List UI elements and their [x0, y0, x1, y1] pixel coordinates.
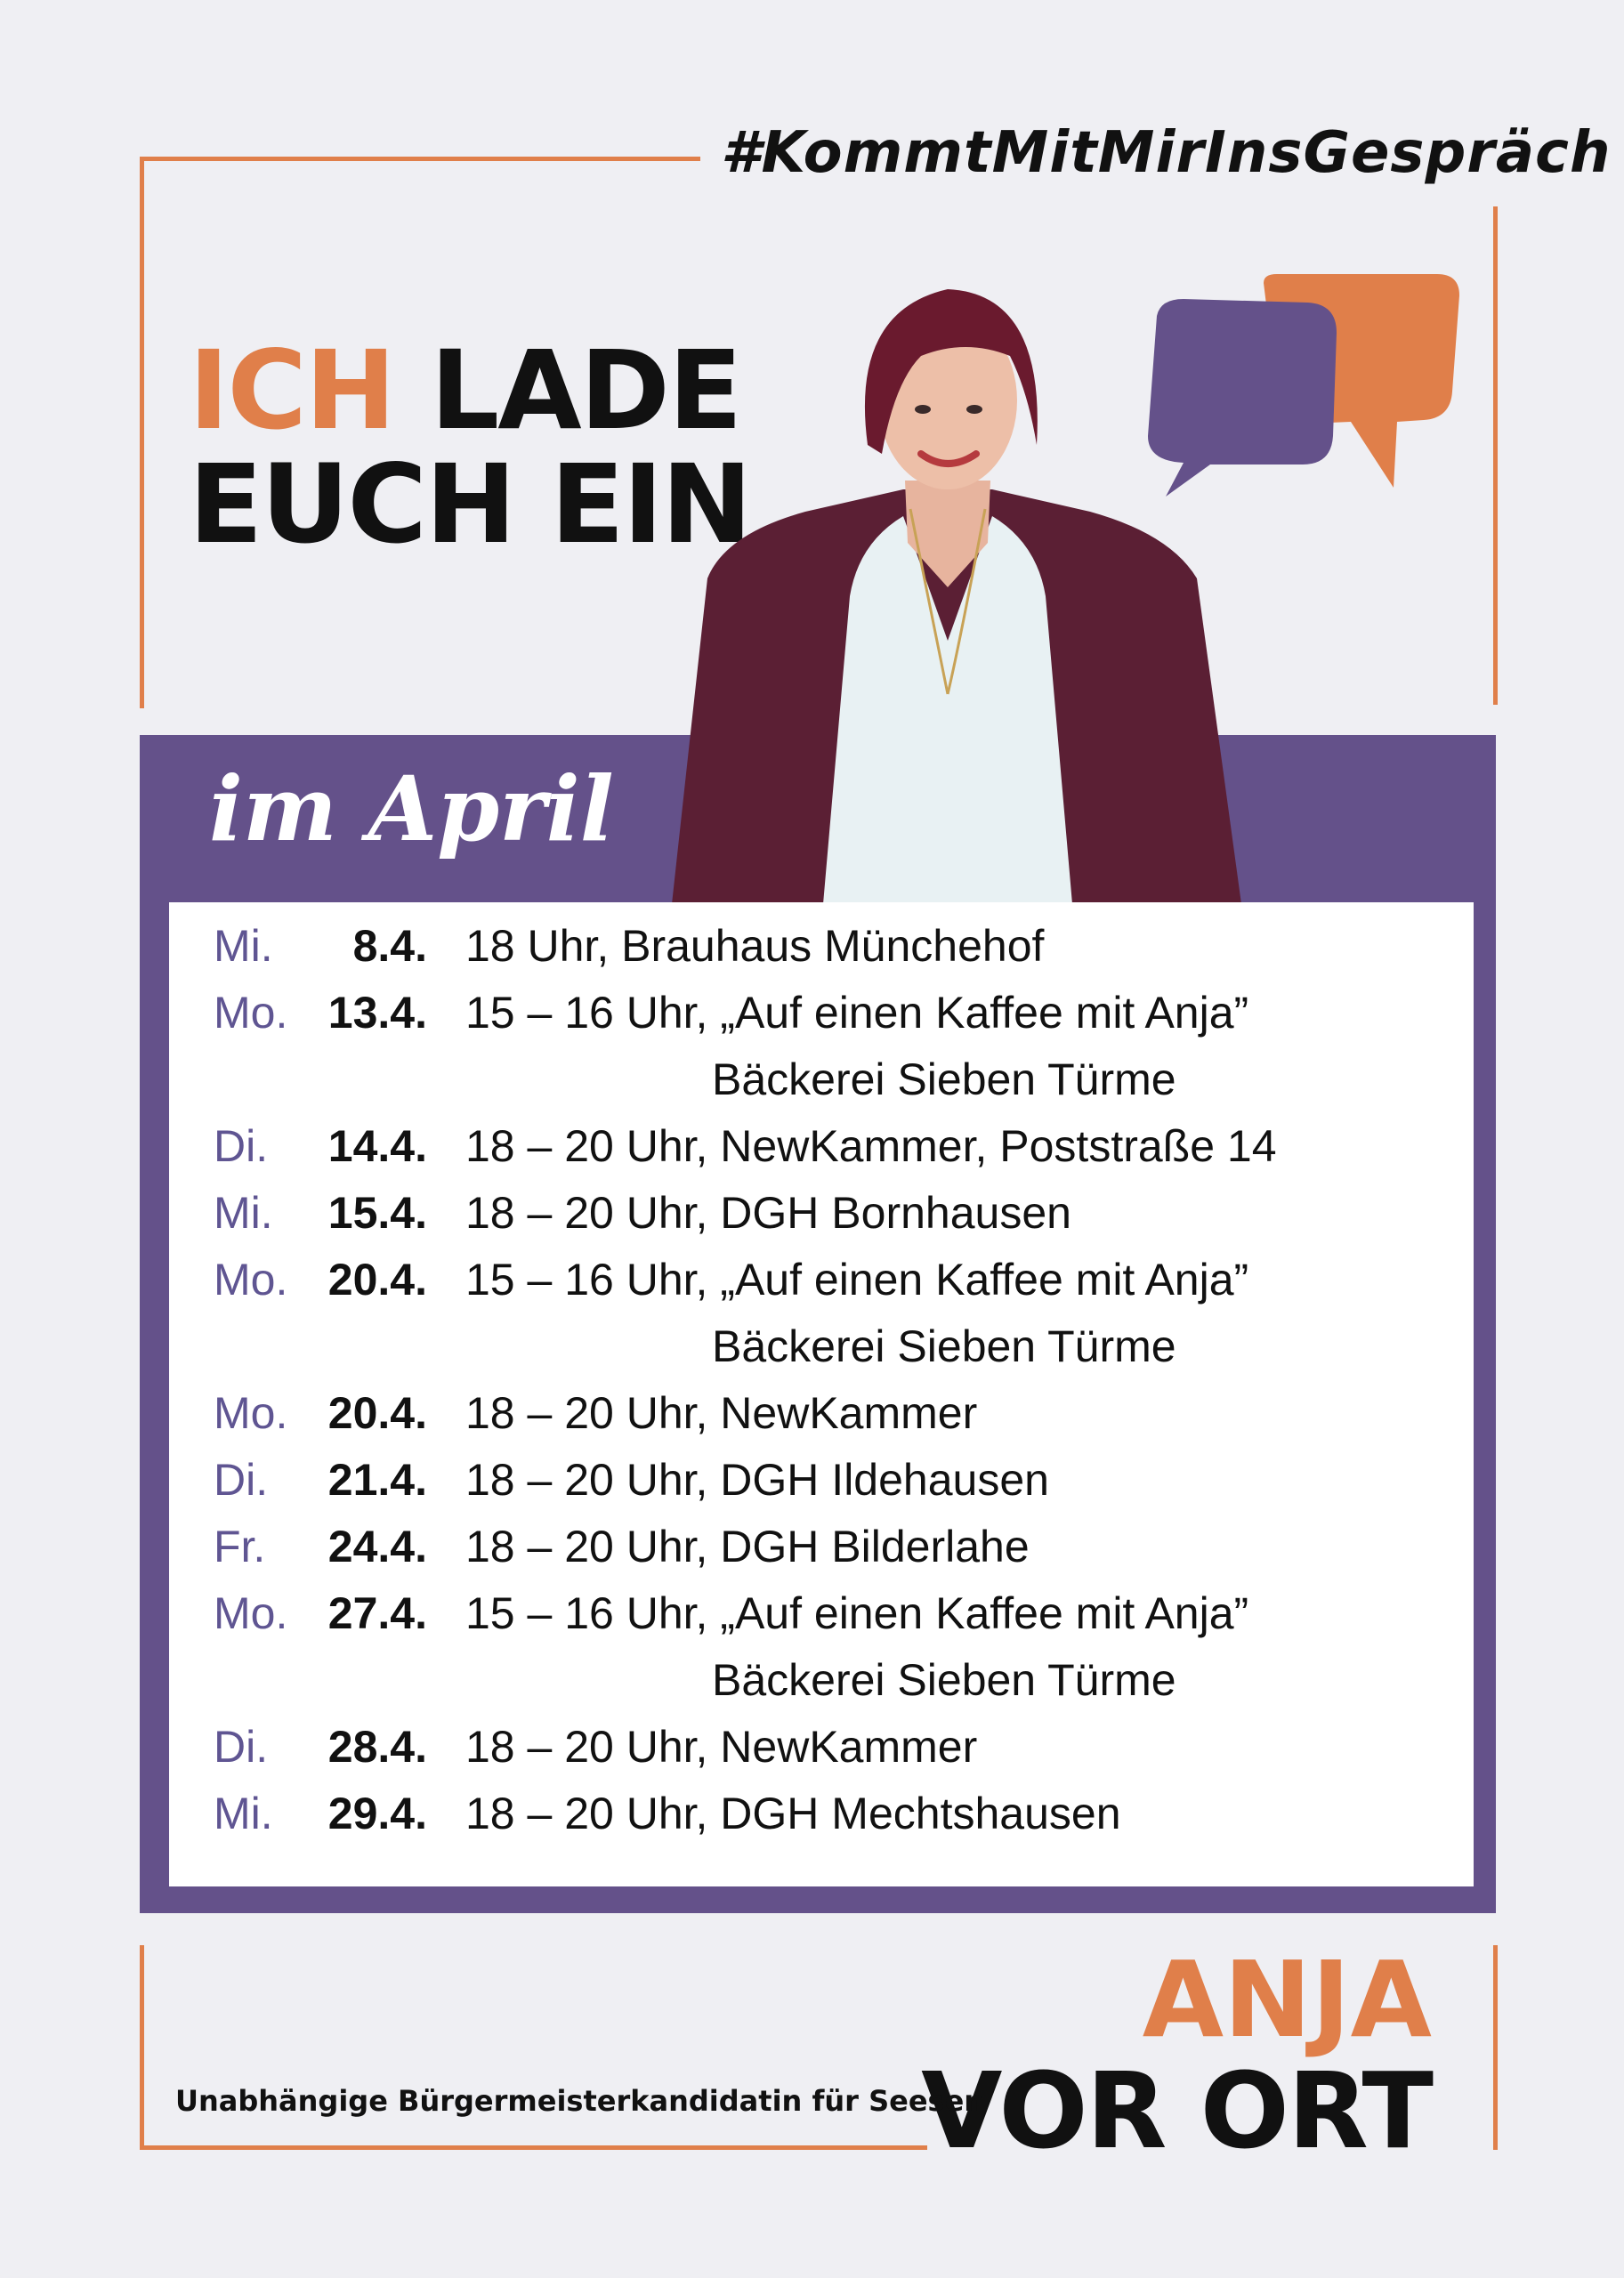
frame-top-line — [140, 157, 700, 161]
month-label: im April — [209, 756, 614, 861]
frame-right-line — [1493, 206, 1498, 705]
headline-line-1 — [189, 327, 750, 454]
event-date: 14.4. — [327, 1121, 427, 1171]
event-date: 24.4. — [327, 1522, 427, 1571]
event-day: Mo. — [214, 1388, 288, 1438]
event-details: 15 – 16 Uhr, „Auf einen Kaffee mit Anja” — [465, 988, 1249, 1038]
event-day: Mo. — [214, 988, 288, 1038]
portrait-photo — [672, 276, 1277, 904]
event-details: 18 – 20 Uhr, NewKammer, Poststraße 14 — [465, 1121, 1277, 1171]
event-day: Mi. — [214, 921, 273, 971]
candidate-tagline: VOR ORT — [921, 2049, 1432, 2172]
event-date: 20.4. — [327, 1255, 427, 1305]
headline-line-2: EUCH EIN — [189, 441, 751, 568]
event-date: 15.4. — [327, 1188, 427, 1238]
event-location: Bäckerei Sieben Türme — [712, 1321, 1176, 1371]
candidate-name — [921, 1938, 1432, 2172]
event-details: 18 – 20 Uhr, DGH Bornhausen — [465, 1188, 1071, 1238]
event-details: 15 – 16 Uhr, „Auf einen Kaffee mit Anja” — [465, 1255, 1249, 1305]
frame-bottom-line — [140, 2145, 927, 2150]
event-location: Bäckerei Sieben Türme — [712, 1655, 1176, 1705]
event-day: Fr. — [214, 1522, 266, 1571]
event-date: 27.4. — [327, 1588, 427, 1638]
event-date: 29.4. — [327, 1789, 427, 1838]
event-date: 8.4. — [352, 921, 427, 971]
headline — [189, 327, 751, 568]
event-details: 18 – 20 Uhr, DGH Mechtshausen — [465, 1789, 1121, 1838]
event-day: Di. — [214, 1722, 269, 1772]
frame-bottom-right-line — [1493, 1945, 1498, 2150]
event-details: 18 – 20 Uhr, NewKammer — [465, 1388, 978, 1438]
event-date: 21.4. — [327, 1455, 427, 1505]
event-day: Mi. — [214, 1789, 273, 1838]
event-day: Mo. — [214, 1588, 288, 1638]
headline-accent-word: ICH — [189, 327, 395, 454]
frame-bottom-left-line — [140, 1945, 144, 2150]
event-date: 20.4. — [327, 1388, 427, 1438]
event-location: Bäckerei Sieben Türme — [712, 1054, 1176, 1104]
candidate-subtitle: Unabhängige Bürgermeisterkandidatin für Seesen — [175, 2084, 985, 2118]
event-day: Mo. — [214, 1255, 288, 1305]
hashtag: #KommtMitMirInsGespräch — [721, 120, 1612, 186]
event-day: Di. — [214, 1455, 269, 1505]
event-details: 15 – 16 Uhr, „Auf einen Kaffee mit Anja” — [465, 1588, 1249, 1638]
candidate-first-name: ANJA — [1142, 1938, 1432, 2061]
event-date: 28.4. — [327, 1722, 427, 1772]
event-details: 18 – 20 Uhr, DGH Ildehausen — [465, 1455, 1049, 1505]
headline-word: LADE — [430, 327, 741, 454]
event-date: 13.4. — [327, 988, 427, 1038]
event-day: Mi. — [214, 1188, 273, 1238]
event-details: 18 – 20 Uhr, DGH Bilderlahe — [465, 1522, 1030, 1571]
event-details: 18 – 20 Uhr, NewKammer — [465, 1722, 978, 1772]
event-day: Di. — [214, 1121, 269, 1171]
schedule-list — [169, 902, 1474, 1886]
event-details: 18 Uhr, Brauhaus Münchehof — [465, 921, 1045, 971]
frame-left-line — [140, 157, 144, 708]
